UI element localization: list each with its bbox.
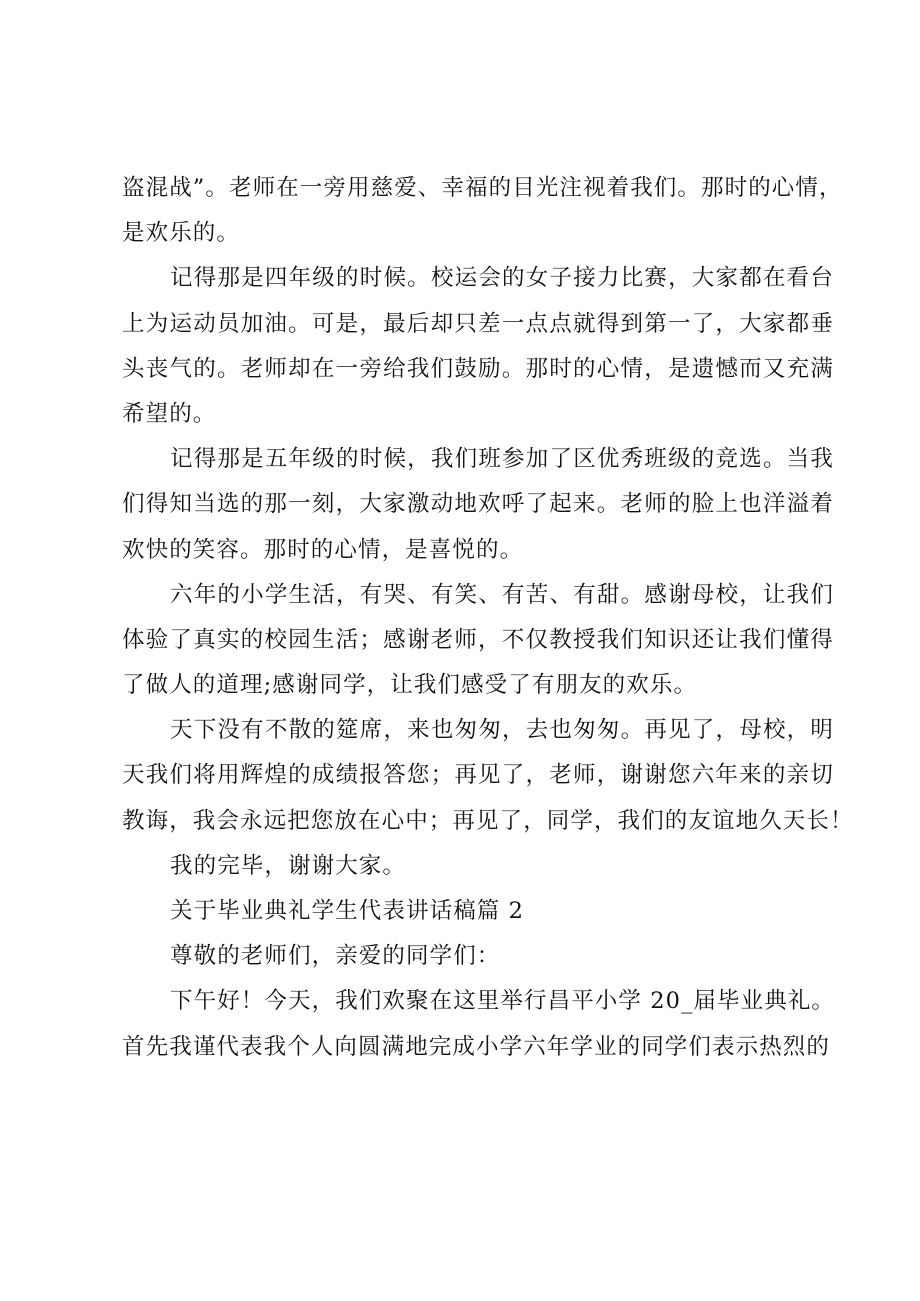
text-line: 头丧气的。老师却在一旁给我们鼓励。那时的心情，是遗憾而又充满 (122, 355, 834, 382)
paragraph-start: 天下没有不散的筵席，来也匆匆，去也匆匆。再见了，母校，明 (170, 717, 834, 744)
text-line: 们得知当选的那一刻，大家激动地欢呼了起来。老师的脸上也洋溢着 (122, 491, 834, 518)
text-line: 了做人的道理;感谢同学，让我们感受了有朋友的欢乐。 (122, 672, 698, 699)
text-line: 盗混战”。老师在一旁用慈爱、幸福的目光注视着我们。那时的心情， (122, 175, 843, 201)
text-line: 首先我谨代表我个人向圆满地完成小学六年学业的同学们表示热烈的 (122, 1033, 831, 1060)
text-line: 上为运动员加油。可是，最后却只差一点点就得到第一了，大家都垂 (122, 310, 834, 337)
document-body (122, 166, 854, 1070)
paragraph-start: 记得那是四年级的时候。校运会的女子接力比赛，大家都在看台 (170, 265, 834, 292)
paragraph-start: 下午好！今天，我们欢聚在这里举行昌平小学 20_届毕业典礼。 (170, 988, 836, 1015)
text-line: 教诲，我会永远把您放在心中；再见了，同学，我们的友谊地久天长！ (122, 807, 854, 834)
text-line: 欢快的笑容。那时的心情，是喜悦的。 (122, 536, 524, 563)
paragraph-start: 六年的小学生活，有哭、有笑、有苦、有甜。感谢母校，让我们 (170, 581, 834, 608)
text-line: 是欢乐的。 (122, 220, 241, 247)
section-heading: 关于毕业典礼学生代表讲话稿篇 2 (170, 898, 525, 924)
paragraph-start: 记得那是五年级的时候，我们班参加了区优秀班级的竞选。当我 (170, 446, 834, 473)
text-line: 体验了真实的校园生活；感谢老师，不仅教授我们知识还让我们懂得 (122, 626, 834, 653)
text-line: 天我们将用辉煌的成绩报答您；再见了，老师，谢谢您六年来的亲切 (122, 762, 834, 789)
closing-line: 我的完毕，谢谢大家。 (170, 852, 407, 879)
salutation: 尊敬的老师们，亲爱的同学们： (170, 943, 501, 970)
text-line: 希望的。 (122, 400, 217, 427)
